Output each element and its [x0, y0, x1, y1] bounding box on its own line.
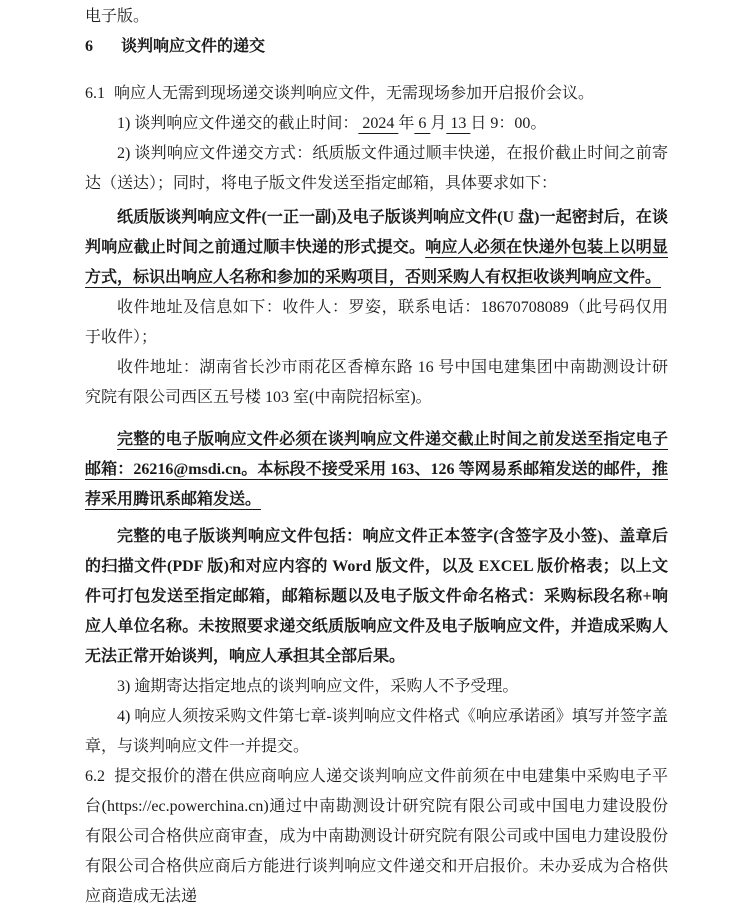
- para-email-requirement: 完整的电子版响应文件必须在谈判响应文件递交截止时间之前发送至指定电子邮箱：26216@msdi.cn。本标段不接受采用 163、126 等网易系邮箱发送的邮件，推荐采用腾讯系邮箱发送。: [85, 431, 668, 508]
- clause-deadline: 1) 谈判响应文件递交的截止时间： 2024 年 6 月 13 日 9：00。: [117, 115, 547, 132]
- clause-commitment-letter: 4) 响应人须按采购文件第七章-谈判响应文件格式《响应承诺函》填写并签字盖章，与谈判响应文件一并提交。: [85, 708, 668, 755]
- para-mailing-address: 收件地址：湖南省长沙市雨花区香樟东路 16 号中国电建集团中南勘测设计研究院有限公司西区五号楼 103 室(中南院招标室)。: [85, 359, 668, 406]
- para-recipient-info: 收件地址及信息如下：收件人：罗姿，联系电话：18670708089（此号码仅用于收件）；: [85, 299, 668, 346]
- paragraph-6-2: [85, 762, 668, 912]
- section-title: 谈判响应文件的递交: [121, 38, 266, 55]
- clause-text: 提交报价的潜在供应商响应人递交谈判响应文件前须在中电建集中采购电子平台(https://ec.powerchina.cn)通过中南勘测设计研究院有限公司或中国电力建设股份有限公司合格供应商审查，成为中南勘测设计研究院有限公司或中国电力建设股份有限公司合格供应商后方能进行谈判响应文件递交和开启报价。未办妥成为合格供应商造成无法递: [85, 768, 668, 905]
- para-paper-submission: 纸质版谈判响应文件(一正一副)及电子版谈判响应文件(U 盘)一起密封后，在谈判响应截止时间之前通过顺丰快递的形式提交。响应人必须在快递外包装上以明显方式，标识出响应人名称和参加的采购项目，否则采购人有权拒收谈判响应文件。: [85, 209, 668, 286]
- clause-late-delivery: 3) 逾期寄达指定地点的谈判响应文件，采购人不予受理。: [117, 678, 519, 695]
- clause-delivery-method: 2) 谈判响应文件递交方式：纸质版文件通过顺丰快递，在报价截止时间之前寄达（送达）；同时，将电子版文件发送至指定邮箱，具体要求如下：: [85, 145, 668, 192]
- clause-text: 响应人无需到现场递交谈判响应文件，无需现场参加开启报价会议。: [114, 85, 595, 102]
- clause-number: 6.2: [85, 768, 105, 785]
- para-electronic-contents: 完整的电子版谈判响应文件包括：响应文件正本签字(含签字及小签)、盖章后的扫描文件(PDF 版)和对应内容的 Word 版文件，以及 EXCEL 版价格表；以上文件可打包发送至指定邮箱，邮箱标题以及电子版文件命名格式：采购标段名称+响应人单位名称。未按照要求递交纸质版响应文件及电子版响应文件，并造成采购人无法正常开始谈判，响应人承担其全部后果。: [85, 528, 668, 665]
- clause-number: 6.1: [85, 85, 105, 102]
- paragraph-6-1: [85, 79, 668, 109]
- section-number: 6: [85, 38, 93, 55]
- paragraph-continuation: 电子版。: [85, 8, 150, 25]
- section-heading: [85, 32, 668, 62]
